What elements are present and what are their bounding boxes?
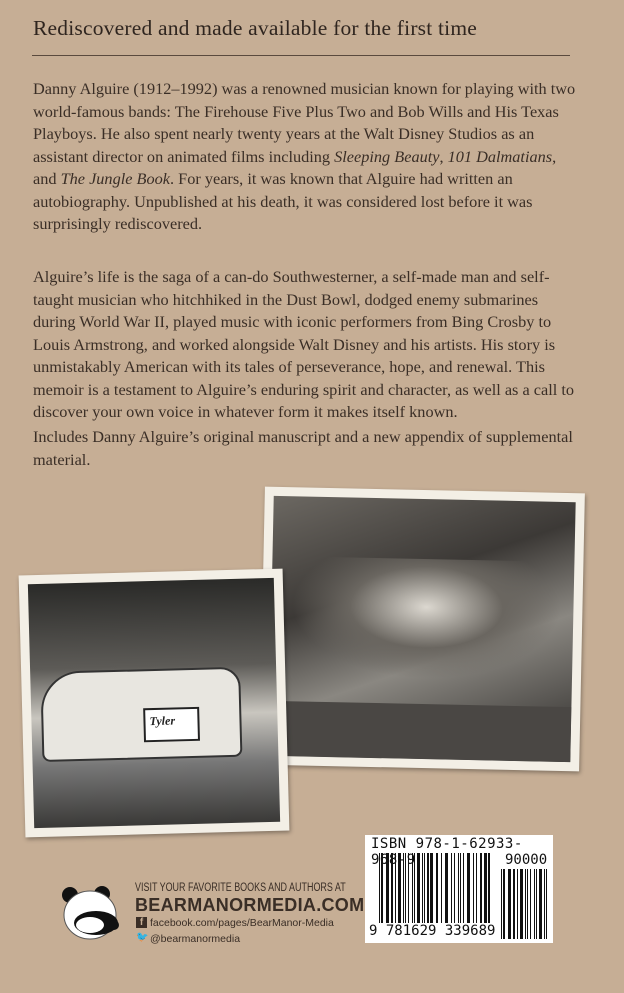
text: Danny Alguire (1912–1992) was a renowned musician known for playing with two world-famous bands: The Firehouse Five Plus Two and Bob Wills and His Texas Playboys. He also spent nearly twenty years at the Walt Disney Studios as an assistant director on animated films including bbox=[33, 79, 576, 166]
barcode-bar bbox=[517, 869, 518, 939]
isbn-barcode bbox=[365, 835, 553, 943]
barcode-bar bbox=[503, 869, 505, 939]
barcode-bar bbox=[544, 869, 545, 939]
barcode-bar bbox=[536, 869, 537, 939]
band-group-photo bbox=[259, 487, 585, 772]
barcode-bar bbox=[530, 869, 531, 939]
barcode-bar bbox=[508, 869, 511, 939]
barcode-bar bbox=[525, 869, 526, 939]
publisher-website-link[interactable]: BEARMANORMEDIA.COM bbox=[135, 895, 365, 915]
text: . For years, it was known that Alguire had written an autobiography. Unpublished at his death, it was considered lost before it was surprisingly rediscovered. bbox=[33, 169, 533, 233]
film-title: 101 Dalmatians bbox=[447, 146, 553, 166]
twitter-icon: 🐦 bbox=[136, 932, 149, 943]
bus-sign: Tyler bbox=[143, 707, 200, 742]
barcode-bar bbox=[534, 869, 535, 939]
barcode-bar bbox=[539, 869, 542, 939]
barcode-number: 9 781629 339689 bbox=[369, 923, 496, 939]
price-addon-code: 90000 bbox=[505, 852, 548, 868]
divider bbox=[32, 55, 570, 56]
panda-logo-icon bbox=[60, 885, 126, 941]
description-paragraph-2: Alguire’s life is the saga of a can-do Southwesterner, a self-made man and self-taught musician who hitchhiked in the Dust Bowl, dodged enemy submarines during World War II, played music with iconic performers from Bing Crosby to Louis Armstrong, and worked alongside Walt Disney and his artists. His story is unmistakably American with its tales of perseverance, hope, and renewal. This memoir is a testament to Alguire’s enduring spirit and character, as well as a call to discover your own voice in whatever form it makes itself known. bbox=[33, 267, 574, 421]
barcode-bar bbox=[513, 869, 515, 939]
bus-image bbox=[40, 667, 242, 762]
tour-bus-photo bbox=[19, 569, 290, 838]
film-title: Sleeping Beauty bbox=[334, 146, 440, 166]
film-title: The Jungle Book bbox=[60, 169, 170, 188]
barcode-bar bbox=[527, 869, 528, 939]
twitter-handle[interactable]: @bearmanormedia bbox=[150, 933, 241, 945]
barcode-bar bbox=[520, 869, 523, 939]
facebook-link[interactable]: facebook.com/pages/BearManor-Media bbox=[150, 917, 334, 929]
heading: Rediscovered and made available for the first time bbox=[33, 16, 478, 40]
visit-text: VISIT YOUR FAVORITE BOOKS AND AUTHORS AT bbox=[135, 882, 346, 894]
description-paragraph-1 bbox=[33, 78, 581, 236]
barcode-bar bbox=[546, 869, 547, 939]
text: , bbox=[439, 146, 448, 166]
barcode-bar bbox=[501, 869, 502, 939]
facebook-icon: f bbox=[136, 917, 147, 928]
text: , and bbox=[33, 146, 557, 188]
description-paragraph-3: Includes Danny Alguire’s original manuscript and a new appendix of supplemental material. bbox=[33, 427, 573, 469]
isbn-text: ISBN 978-1-62933-968-9 bbox=[371, 836, 523, 868]
